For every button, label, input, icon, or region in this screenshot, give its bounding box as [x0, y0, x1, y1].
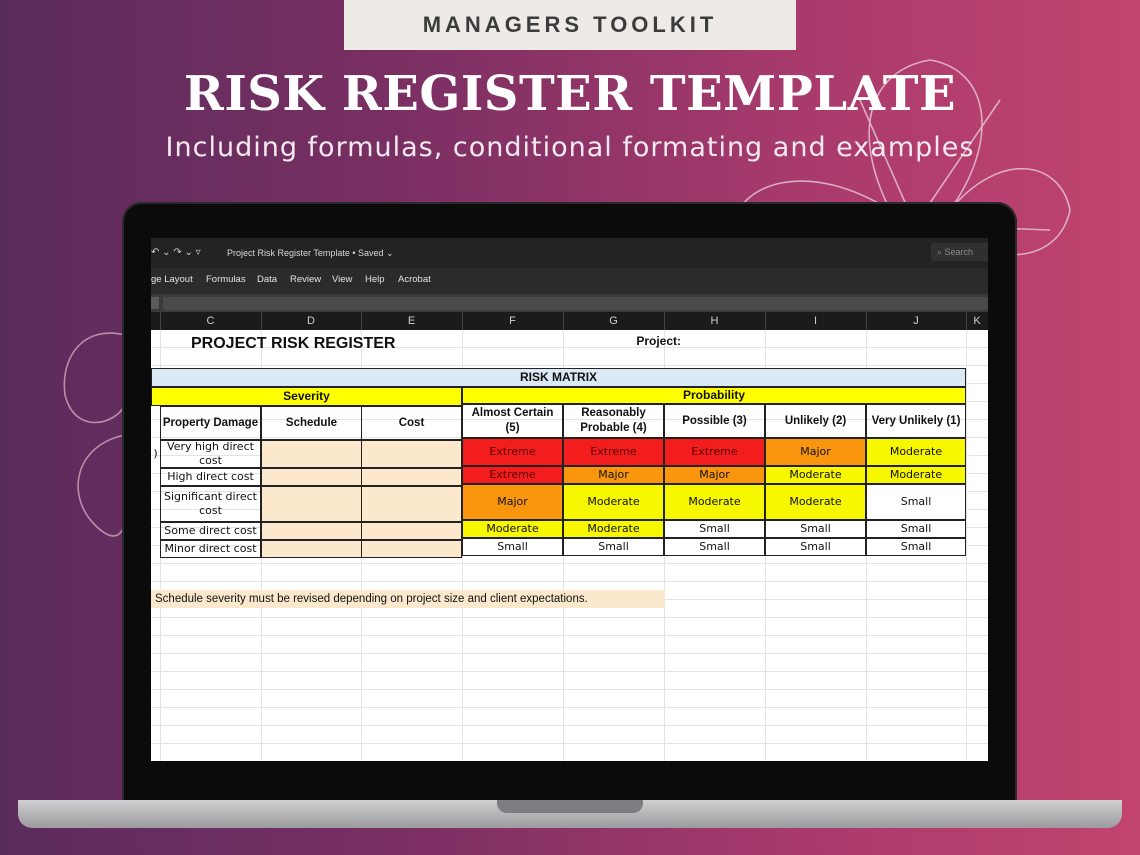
severity-row-label: High direct cost [160, 468, 261, 486]
tab-acrobat[interactable]: Acrobat [398, 274, 431, 285]
risk-level-cell[interactable]: Small [462, 538, 563, 556]
tab-data[interactable]: Data [257, 274, 278, 285]
search-icon: ⌕ [937, 247, 945, 257]
risk-matrix-title: RISK MATRIX [151, 368, 966, 387]
column-header-j[interactable]: J [913, 315, 919, 327]
page-title: RISK REGISTER TEMPLATE [183, 66, 957, 122]
tab-review[interactable]: Review [290, 274, 322, 285]
risk-level-cell[interactable]: Moderate [765, 466, 866, 484]
col-unlikely: Unlikely (2) [765, 404, 866, 438]
risk-level-cell[interactable]: Small [866, 484, 966, 520]
col-very-unlikely: Very Unlikely (1) [866, 404, 966, 438]
risk-level-cell[interactable]: Small [765, 538, 866, 556]
tab-page-layout[interactable]: ge Layout [151, 274, 193, 285]
title-bar [151, 238, 988, 268]
severity-row-label: Significant direct cost [160, 486, 261, 522]
tab-help[interactable]: Help [365, 274, 385, 285]
severity-row-label: Some direct cost [160, 522, 261, 540]
schedule-input-cell[interactable] [261, 540, 362, 558]
cost-input-cell[interactable] [361, 468, 462, 486]
column-header-c[interactable]: C [206, 315, 215, 327]
schedule-input-cell[interactable] [261, 440, 362, 468]
column-header-f[interactable]: F [509, 315, 516, 327]
column-header-i[interactable]: I [813, 315, 818, 327]
risk-level-cell[interactable]: Moderate [765, 484, 866, 520]
tab-formulas[interactable]: Formulas [206, 274, 246, 285]
col-almost-certain: Almost Certain (5) [462, 404, 563, 438]
risk-level-cell[interactable]: Small [664, 520, 765, 538]
search-placeholder: Search [944, 247, 974, 257]
risk-level-cell[interactable]: Major [563, 466, 664, 484]
risk-level-cell[interactable]: Moderate [866, 438, 966, 466]
schedule-input-cell[interactable] [261, 522, 362, 540]
risk-level-cell[interactable]: Major [765, 438, 866, 466]
schedule-input-cell[interactable] [261, 468, 362, 486]
formula-bar [151, 294, 988, 312]
laptop-notch [497, 800, 643, 813]
risk-level-cell[interactable]: Moderate [462, 520, 563, 538]
page-subtitle: Including formulas, conditional formating and examples [165, 132, 975, 163]
undo-redo-icons[interactable]: ↶ ⌄ ↷ ⌄ ▿ [151, 247, 201, 258]
risk-level-cell[interactable]: Moderate [563, 484, 664, 520]
cost-input-cell[interactable] [361, 440, 462, 468]
cost-input-cell[interactable] [361, 522, 462, 540]
column-header-e[interactable]: E [407, 315, 416, 327]
column-header-h[interactable]: H [710, 315, 719, 327]
risk-level-cell[interactable]: Moderate [866, 466, 966, 484]
spreadsheet-screen [151, 238, 988, 761]
severity-header: Severity [151, 387, 462, 406]
column-headers [151, 312, 988, 330]
risk-level-cell[interactable]: Small [866, 520, 966, 538]
severity-row-label: Very high direct cost [160, 440, 261, 468]
column-header-k[interactable]: K [973, 315, 981, 327]
sheet-heading: PROJECT RISK REGISTER [191, 334, 396, 352]
search-box[interactable] [931, 243, 988, 261]
risk-level-cell[interactable]: Small [765, 520, 866, 538]
risk-level-cell[interactable]: Moderate [563, 520, 664, 538]
column-header-g[interactable]: G [609, 315, 618, 327]
severity-row-label: Minor direct cost [160, 540, 261, 558]
col-property-damage: Property Damage [160, 406, 261, 440]
formula-input[interactable] [163, 297, 988, 310]
tab-view[interactable]: View [332, 274, 353, 285]
project-label: Project: [636, 334, 681, 349]
risk-level-cell[interactable]: Extreme [563, 438, 664, 466]
risk-level-cell[interactable]: Moderate [664, 484, 765, 520]
risk-level-cell[interactable]: Small [563, 538, 664, 556]
risk-level-cell[interactable]: Extreme [462, 438, 563, 466]
cost-input-cell[interactable] [361, 540, 462, 558]
risk-level-cell[interactable]: Extreme [462, 466, 563, 484]
risk-level-cell[interactable]: Major [664, 466, 765, 484]
col-reasonably-probable: Reasonably Probable (4) [563, 404, 664, 438]
col-possible: Possible (3) [664, 404, 765, 438]
cost-input-cell[interactable] [361, 486, 462, 522]
col-cost: Cost [361, 406, 462, 440]
row-fragment: ) [153, 446, 158, 460]
risk-level-cell[interactable]: Small [866, 538, 966, 556]
fx-icon[interactable] [151, 297, 159, 309]
risk-level-cell[interactable]: Small [664, 538, 765, 556]
risk-level-cell[interactable]: Major [462, 484, 563, 520]
severity-note: Schedule severity must be revised depending on project size and client expectations. [151, 590, 665, 608]
brand-banner: MANAGERS TOOLKIT [344, 0, 796, 50]
column-header-d[interactable]: D [307, 315, 315, 327]
document-title[interactable]: Project Risk Register Template • Saved ⌄ [227, 248, 394, 258]
schedule-input-cell[interactable] [261, 486, 362, 522]
probability-header: Probability [462, 387, 966, 404]
col-schedule: Schedule [261, 406, 362, 440]
ribbon-tabs [151, 268, 988, 294]
risk-level-cell[interactable]: Extreme [664, 438, 765, 466]
